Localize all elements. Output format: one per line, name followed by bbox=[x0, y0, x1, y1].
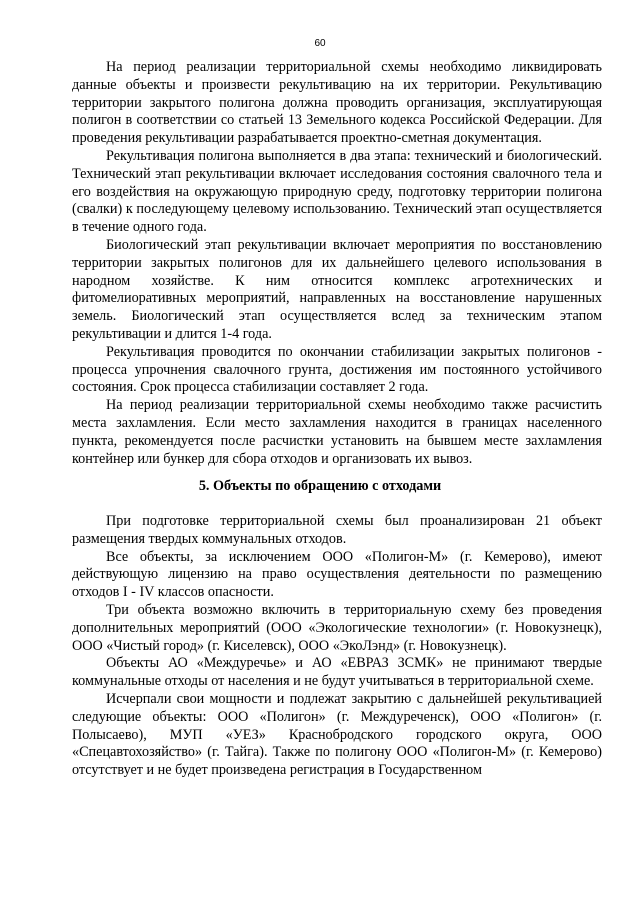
text-block-after-heading bbox=[72, 513, 602, 780]
paragraph: Рекультивация полигона выполняется в два этапа: технический и биологический. Технический этап рекультивации включает исследования состояния свалочного тела и его воздействия на окружающую природную среду, подготовку территории полигона (свалки) к последующему целевому использованию. Технический этап осуществляется в течение одного года. bbox=[72, 147, 602, 236]
paragraph: Объекты АО «Междуречье» и АО «ЕВРАЗ ЗСМК» не принимают твердые коммунальные отходы от населения и не будут учитываться в территориальной схеме. bbox=[72, 655, 602, 690]
paragraph: Три объекта возможно включить в территориальную схему без проведения дополнительных мероприятий (ООО «Экологические технологии» (г. Новокузнецк), ООО «Чистый город» (г. Киселевск), ООО «ЭкоЛэнд» (г. Новокузнецк). bbox=[72, 601, 602, 654]
paragraph: На период реализации территориальной схемы необходимо также расчистить места захламления. Если место захламления находится в границах населенного пункта, рекомендуется после расчистки установить на бывшем месте захламления контейнер или бункер для сбора отходов и организовать их вывоз. bbox=[72, 397, 602, 467]
paragraph: Все объекты, за исключением ООО «Полигон-М» (г. Кемерово), имеют действующую лицензию на право осуществления деятельности по размещению отходов I - IV классов опасности. bbox=[72, 548, 602, 601]
paragraph: Исчерпали свои мощности и подлежат закрытию с дальнейшей рекультивацией следующие объекты: ООО «Полигон» (г. Междуреченск), ООО «Полигон» (г. Полысаево), МУП «УЕЗ» Краснобродского городского округа, ООО «Спецавтохозяйство» (г. Тайга). Также по полигону ООО «Полигон-М» (г. Кемерово) отсутствует и не будет произведена регистрация в Государственном bbox=[72, 690, 602, 779]
text-block-before-heading bbox=[72, 59, 602, 468]
section-heading: 5. Объекты по обращению с отходами bbox=[198, 478, 442, 494]
paragraph: На период реализации территориальной схемы необходимо ликвидировать данные объекты и произвести рекультивацию на их территории. Рекультивацию территории закрытого полигона должна проводить организация, эксплуатирующая полигон в соответствии со статьей 13 Земельного кодекса Российской Федерации. Для проведения рекультивации разрабатывается проектно-сметная документация. bbox=[72, 59, 602, 147]
paragraph: Рекультивация проводится по окончании стабилизации закрытых полигонов - процесса упрочнения свалочного грунта, достижения им постоянного устойчивого состояния. Срок процесса стабилизации составляет 2 года. bbox=[72, 343, 602, 396]
paragraph: При подготовке территориальной схемы был проанализирован 21 объект размещения твердых коммунальных отходов. bbox=[72, 513, 602, 547]
page-number: 60 bbox=[314, 38, 326, 49]
paragraph: Биологический этап рекультивации включает мероприятия по восстановлению территории закрытых полигонов для их дальнейшего целевого использования в народном хозяйстве. К ним относится комплекс агротехнических и фитомелиоративных мероприятий, направленных на восстановление нарушенных земель. Биологический этап осуществляется вслед за техническим этапом рекультивации и длится 1-4 года. bbox=[72, 236, 602, 342]
